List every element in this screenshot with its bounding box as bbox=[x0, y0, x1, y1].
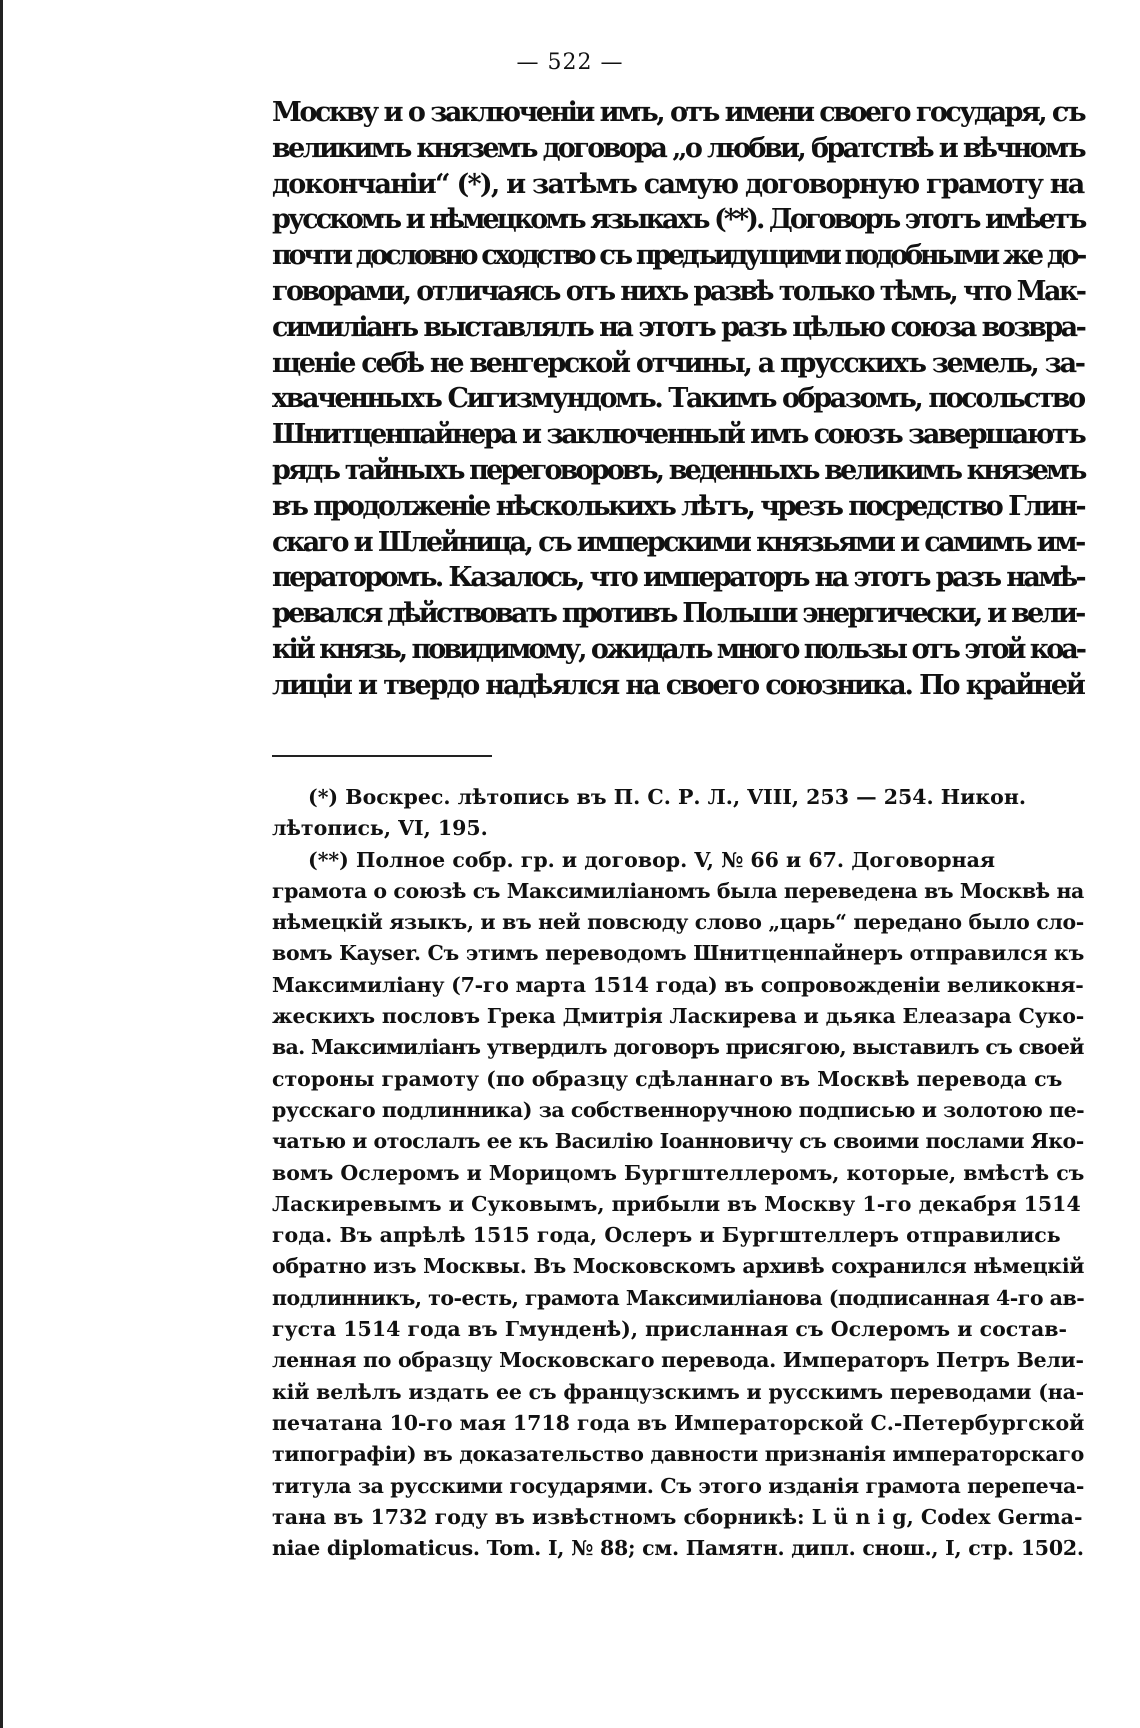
footnote-line: лѣтопись, VI, 195. bbox=[272, 816, 488, 841]
footnote-line: густа 1514 года въ Гмунденѣ), присланная съ Ослеромъ и состав- bbox=[272, 1317, 1068, 1342]
footnote-line: стороны грамоту (по образцу сдѣланнаго въ Москвѣ перевода съ bbox=[272, 1066, 1063, 1091]
footnote-line: ва. Максимиліанъ утвердилъ договоръ присягою, выставилъ съ своей bbox=[272, 1035, 1084, 1060]
body-line: Москву и о заключеніи имъ, отъ имени своего государя, съ bbox=[272, 97, 1085, 128]
footnote-line: Максимиліану (7-го марта 1514 года) въ сопровожденіи великокня- bbox=[272, 972, 1084, 997]
body-line: ревался дѣйствовать противъ Польши энергически, и вели- bbox=[272, 598, 1084, 630]
body-line: говорами, отличаясь отъ нихъ развѣ только тѣмъ, что Мак- bbox=[272, 275, 1085, 307]
footnote-line: грамота о союзѣ съ Максимиліаномъ была переведена въ Москвѣ на bbox=[272, 878, 1084, 903]
footnote-line: русскаго подлинника) за собственноручною подписью и золотою пе- bbox=[272, 1097, 1085, 1122]
body-line: лиціи и твердо надѣялся на своего союзника. По крайней bbox=[272, 669, 1084, 701]
page-left-edge bbox=[0, 0, 3, 1728]
body-line: симиліанъ выставлялъ на этотъ разъ цѣлью союза возвра- bbox=[272, 311, 1085, 343]
footnote-line: типографіи) въ доказательство давности признанія императорскаго bbox=[272, 1442, 1084, 1467]
body-text bbox=[272, 95, 1084, 704]
footnote-line: ленная по образцу Московскаго перевода. Императоръ Петръ Вели- bbox=[272, 1348, 1084, 1373]
body-line: кій князь, повидимому, ожидалъ много пользы отъ этой коа- bbox=[272, 633, 1084, 665]
footnote-line: года. Въ апрѣлѣ 1515 года, Ослеръ и Бургштеллеръ отправились bbox=[272, 1223, 1061, 1248]
body-line: щеніе себѣ не венгерской отчины, а прусскихъ земель, за- bbox=[272, 347, 1084, 379]
footnote-line: niae diplomaticus. Tom. I, № 88; см. Памятн. дипл. снош., I, стр. 1502. bbox=[272, 1536, 1084, 1561]
footnote bbox=[272, 782, 1084, 845]
body-line: Шнитценпайнера и заключенный имъ союзъ завершаютъ bbox=[272, 419, 1085, 451]
footnote-line-text: (**) Полное собр. гр. и договор. V, № 66 и 67. Договорная bbox=[308, 847, 996, 872]
body-line: хваченныхъ Сигизмундомъ. Такимъ образомъ, посольство bbox=[272, 383, 1084, 415]
footnote-line-text: (*) Воскрес. лѣтопись въ П. С. Р. Л., VIII, 253 — 254. Никон. bbox=[308, 785, 1026, 809]
page-number: — 522 — bbox=[516, 50, 624, 75]
body-line: въ продолженіе нѣсколькихъ лѣтъ, чрезъ посредство Глин- bbox=[272, 490, 1085, 522]
footnote-line: тана въ 1732 году въ извѣстномъ сборникѣ: L ü n i g, Codex Germa- bbox=[272, 1504, 1083, 1529]
footnote-line: жескихъ пословъ Грека Дмитрія Ласкирева и дьяка Елеазара Суко- bbox=[272, 1004, 1085, 1029]
body-line: рядъ тайныхъ переговоровъ, веденныхъ великимъ княземъ bbox=[272, 454, 1085, 486]
body-line: ператоромъ. Казалось, что императоръ на этотъ разъ намѣ- bbox=[272, 562, 1085, 594]
footnote-line bbox=[272, 782, 1084, 813]
body-line: великимъ княземъ договора „о любви, братствѣ и вѣчномъ bbox=[272, 132, 1084, 164]
body-line: русскомъ и нѣмецкомъ языкахъ (**). Договоръ этотъ имѣетъ bbox=[272, 204, 1085, 236]
footnote-line: чатью и отослалъ ее къ Василію Іоанновичу съ своими послами Яко- bbox=[272, 1129, 1084, 1154]
footnote-line: Ласкиревымъ и Суковымъ, прибыли въ Москву 1-го декабря 1514 bbox=[272, 1191, 1081, 1216]
footnote-line: титула за русскими государями. Съ этого изданія грамота перепеча- bbox=[272, 1473, 1084, 1498]
footnote-line: нѣмецкій языкъ, и въ ней повсюду слово „царь“ передано было сло- bbox=[272, 910, 1084, 935]
body-line: почти дословно сходство съ предъидущими подобными же до- bbox=[272, 240, 1085, 272]
footnote-line: кій велѣлъ издать ее съ французскимъ и русскимъ переводами (на- bbox=[272, 1379, 1084, 1404]
footnote-line: вомъ Kayser. Съ этимъ переводомъ Шнитценпайнеръ отправился къ bbox=[272, 941, 1084, 966]
footnote-rule bbox=[272, 755, 492, 757]
footnotes bbox=[272, 782, 1084, 1564]
body-line: докончаніи“ (*), и затѣмъ самую договорную грамоту на bbox=[272, 168, 1084, 200]
footnote-line: вомъ Ослеромъ и Морицомъ Бургштеллеромъ, которые, вмѣстѣ съ bbox=[272, 1160, 1085, 1185]
body-line: скаго и Шлейница, съ имперскими князьями и самимъ им- bbox=[272, 526, 1084, 558]
footnote-line: подлинникъ, то-есть, грамота Максимиліанова (подписанная 4-го ав- bbox=[272, 1285, 1085, 1310]
footnote-line: печатана 10-го мая 1718 года въ Императорской С.-Петербургской bbox=[272, 1410, 1085, 1435]
footnote-line bbox=[272, 845, 1084, 876]
footnote-line: обратно изъ Москвы. Въ Московскомъ архивѣ сохранился нѣмецкій bbox=[272, 1254, 1085, 1279]
footnote bbox=[272, 845, 1084, 1565]
